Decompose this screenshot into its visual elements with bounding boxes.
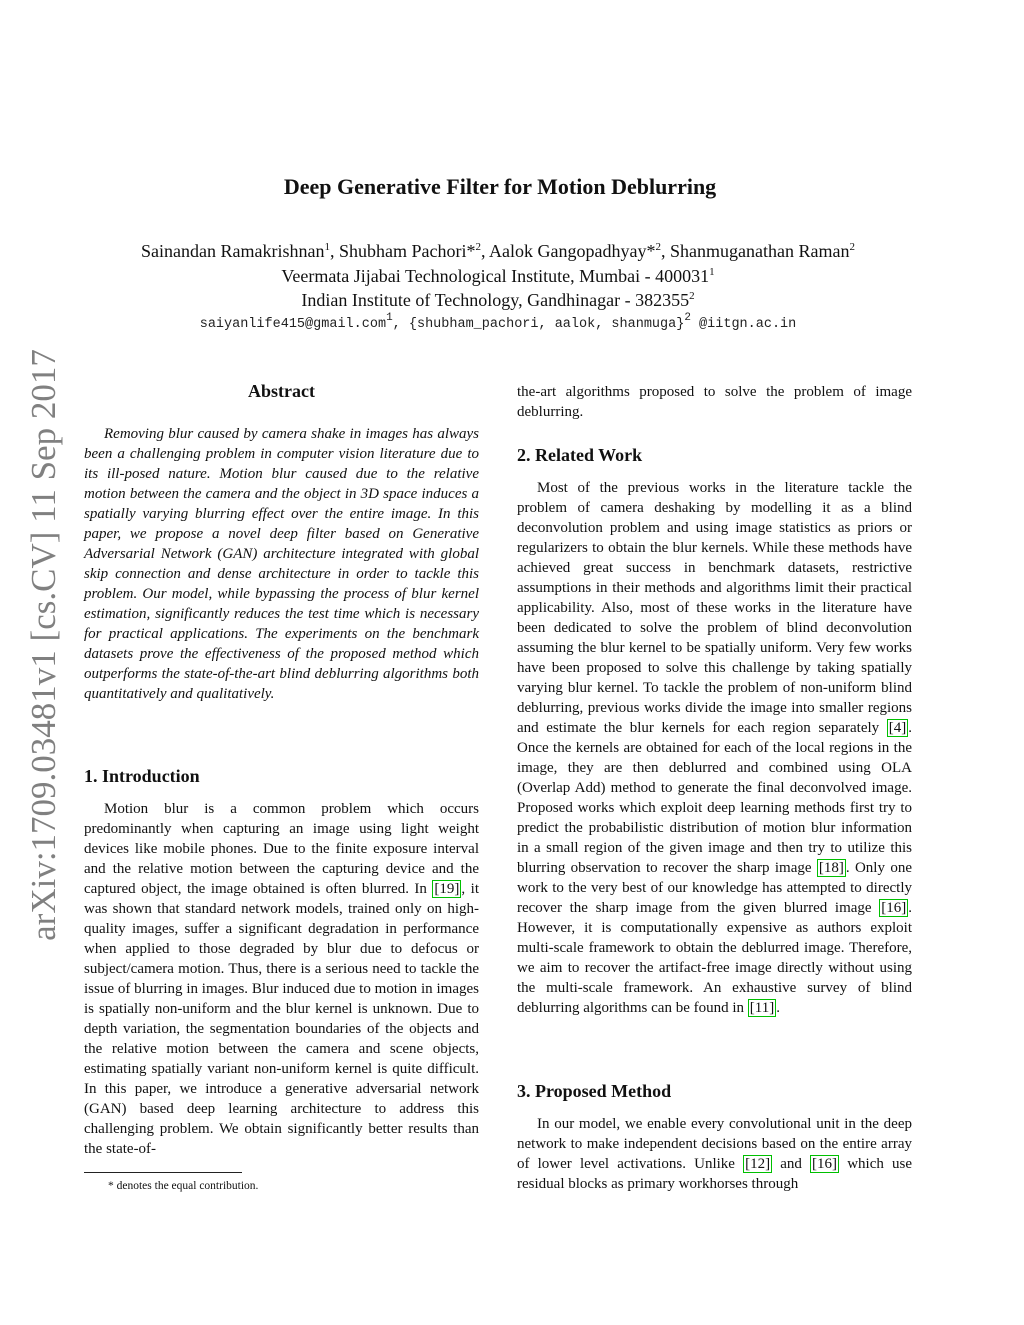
- affiliation-2: Indian Institute of Technology, Gandhinagar - 382355$^2$: [301, 290, 695, 310]
- footnote-equal-contribution: * denotes the equal contribution.: [108, 1180, 259, 1192]
- proposed-method-body: In our model, we enable every convolutional unit in the deep network to make independent decisions based on the entire array of lower level activations. Unlike [12] and [16] which use residual blocks as primary workhorses through: [517, 1116, 912, 1192]
- abstract-body: Removing blur caused by camera shake in images has always been a challenging problem in computer vision literature due to its ill-posed nature. Motion blur caused due to the relative motion between the camera and the object in 3D space induces a spatially varying blurring effect over the entire image. In this paper, we propose a novel deep filter based on Generative Adversarial Network (GAN) architecture integrated with global skip connection and dense architecture in order to tackle this problem. Our model, while bypassing the process of blur kernel estimation, significantly reduces the test time which is necessary for practical applications. The experiments on the benchmark datasets prove the effectiveness of the proposed method which outperforms the state-of-the-art blind deblurring algorithms both quantitatively and qualitatively.: [84, 426, 479, 702]
- citation-16[interactable]: [16]: [881, 900, 907, 916]
- citation-16-b[interactable]: [16]: [812, 1156, 838, 1172]
- author-4: Shanmuganathan Raman$^2$: [669, 241, 855, 261]
- affiliation-1: Veermata Jijabai Technological Institute, Mumbai - 400031$^1$: [281, 266, 715, 286]
- author-emails: saiyanlife415@gmail.com$^1$, {shubham_pachori, aalok, shanmuga}$^2$ @iitgn.ac.in: [199, 312, 797, 332]
- proposed-method-heading: 3. Proposed Method: [517, 1081, 672, 1101]
- author-3: Aalok Gangopadhyay*$^2$,: [489, 241, 670, 261]
- introduction-continued: the-art algorithms proposed to solve the problem of image deblurring.: [517, 384, 912, 420]
- abstract-heading: Abstract: [248, 381, 315, 401]
- citation-4[interactable]: [4]: [888, 720, 907, 736]
- author-2: Shubham Pachori*$^2$,: [339, 241, 490, 261]
- citation-19[interactable]: [19]: [434, 881, 460, 897]
- author-list: [0, 239, 996, 263]
- footnote-divider: [84, 1172, 242, 1173]
- citation-11[interactable]: [11]: [749, 1000, 775, 1016]
- citation-12[interactable]: [12]: [745, 1156, 771, 1172]
- paper-title: Deep Generative Filter for Motion Deblurring: [283, 174, 717, 199]
- introduction-heading: 1. Introduction: [84, 766, 200, 786]
- related-work-body: Most of the previous works in the literature tackle the problem of camera deshaking by modelling it as a blind deconvolution problem and using image statistics as priors or regularizers to obtain the blur kernels. While these methods have achieved great success in benchmark datasets, restrictive assumptions in their methods and algorithms limit their practical applicability. Also, most of these works in the literature have been dedicated to solve the problem of blind deconvolution assuming the blur kernel to be spatially uniform. Very few works have been proposed to solve this challenge by taking spatially varying blur kernel. To tackle the problem of non-uniform blind deblurring, previous works divide the image into smaller regions and estimate the blur kernels for each region separately [4] . Once the kernels are obtained for each of the local regions in the image, they are then deblurred and combined using OLA (Overlap Add) method to generate the final deconvolved image. Proposed works which exploit deep learning methods first try to predict the probabilistic distribution of motion blur information in a small region of the given image and then try to utilize this blurring observation to recover the sharp image [18] . Only one work to the very best of our knowledge has attempted to directly recover the sharp image from the given blurred image [16] . However, it is computationally expensive as authors exploit multi-scale framework to obtain the deblurred image. Therefore, we aim to recover the artifact-free image directly without using the multi-scale framework. An exhaustive survey of blind deblurring algorithms can be found in [11] .: [517, 480, 912, 1016]
- citation-18[interactable]: [18]: [818, 860, 844, 876]
- author-1: Sainandan Ramakrishnan$^1$,: [141, 241, 339, 261]
- related-work-heading: 2. Related Work: [517, 445, 643, 465]
- introduction-body: Motion blur is a common problem which occurs predominantly when capturing an image using light weight devices like mobile phones. Due to the finite exposure interval and the relative motion between the capturing device and the captured object, the image obtained is often blurred. In [19] , it was shown that standard network models, trained only on high-quality images, suffer a significant degradation in performance when applied to those degraded by blur due to defocus or subject/camera motion. Thus, there is a serious need to tackle the issue of blurring in images. Blur induced due to motion in images is spatially non-uniform and the blur kernel is unknown. Due to depth variation, the segmentation boundaries of the objects and the relative motion between the camera and scene objects, estimating spatially variant non-uniform kernel is quite difficult. In this paper, we introduce a generative adversarial network (GAN) based deep learning architecture to address this challenging problem. We obtain significantly better results than the state-of-: [84, 801, 479, 1157]
- arxiv-identifier-stamp: arXiv:1709.03481v1 [cs.CV] 11 Sep 2017: [24, 349, 63, 941]
